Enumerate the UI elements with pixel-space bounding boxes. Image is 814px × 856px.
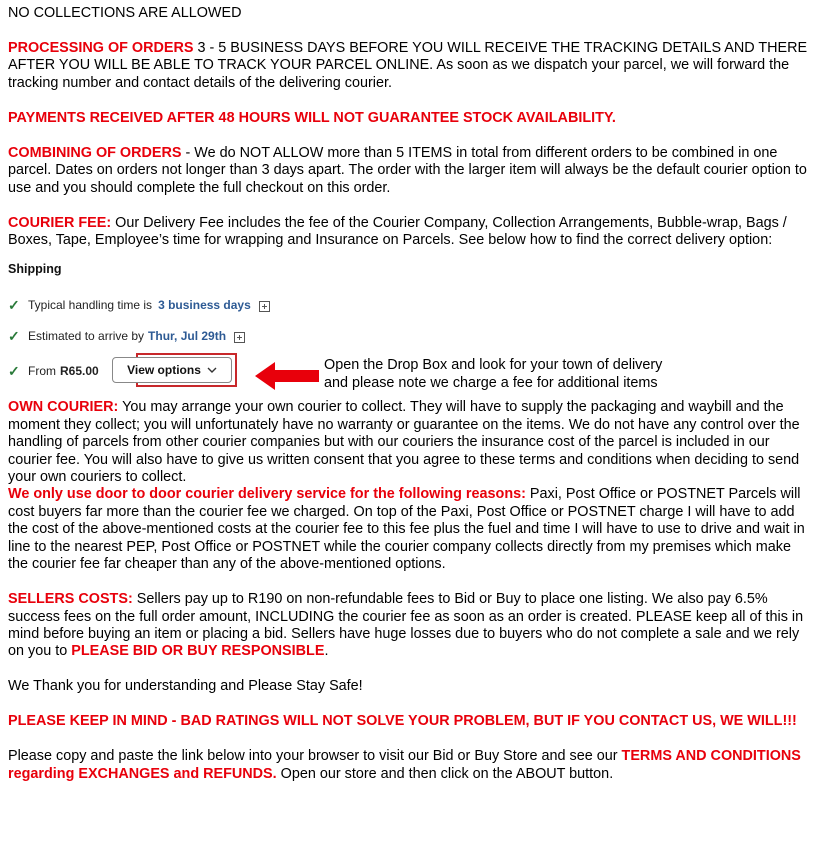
thanks-line: We Thank you for understanding and Please Stay Safe! [8,678,363,695]
check-icon: ✓ [8,328,20,345]
courier-fee-text: Our Delivery Fee includes the fee of the Courier Company, Collection Arrangements, Bubble-wrap, Bags / Boxes, Tape, Employee’s time for wrapping and Insurance on Parcels. See below how to find the correct delivery option: [8,214,787,249]
own-courier-paragraph: OWN COURIER: You may arrange your own courier to collect. They will have to supply the packaging and waybill and the moment they collect; you will unfortunately have no warranty or guarantee on the items. We do not have any control over the handling of parcels from other courier companies but with our couriers the insurance cost of the parcel is included in our courier fee. You will also have to give us written consent that you agree to these terms and conditions when deciding to send your own couriers to collect. [8,399,800,486]
payments-paragraph: PAYMENTS RECEIVED AFTER 48 HOURS WILL NOT GUARANTEE STOCK AVAILABILITY. [8,109,616,126]
shipping-title: Shipping [8,262,62,277]
sellers-paragraph: SELLERS COSTS: Sellers pay up to R190 on non-refundable fees to Bid or Buy to place one listing. We also pay 6.5% success fees on the full order amount, INCLUDING the courier fee as soon as an order is created. PLEASE keep all of this in mind before buying an item or placing a bid. Sellers have huge losses due to buyers who do not complete a sale and we rely on you to PLEASE BID OR BUY RESPONSIBLE. [8,591,804,660]
shipping-screenshot [8,261,808,389]
sellers-heading: SELLERS COSTS: [8,591,133,608]
expand-plus-icon[interactable] [234,332,245,343]
combining-text: - We do NOT ALLOW more than 5 ITEMS in total from different orders to be combined in one parcel. Dates on orders not longer than 3 days apart. The order with the larger item will always be the default courier option to use and you should complete the full checkout on this order. [8,144,807,196]
keep-in-mind-paragraph: PLEASE KEEP IN MIND - BAD RATINGS WILL NOT SOLVE YOUR PROBLEM, BUT IF YOU CONTACT US, WE WILL!!! [8,713,797,730]
drop-box-note: Open the Drop Box and look for your town of delivery and please note we charge a fee for additional items [324,357,663,391]
courier-fee-paragraph [8,215,808,250]
processing-text: 3 - 5 BUSINESS DAYS BEFORE YOU WILL RECEIVE THE TRACKING DETAILS AND THERE AFTER YOU WILL BE ABLE TO TRACK YOUR PARCEL ONLINE. As soon as we dispatch your parcel, we will forward the tracking number and contact details of the delivering courier. [8,40,808,91]
from-row: ✓ From R65.00 [8,363,99,380]
door-to-door-heading: We only use door to door courier delivery service for the following reasons: [8,486,526,503]
combining-heading: COMBINING OF ORDERS [8,144,182,161]
own-courier-heading: OWN COURIER: [8,399,119,416]
handling-row: ✓ Typical handling time is 3 business days [8,297,270,314]
document-page [8,5,808,783]
intro-line: NO COLLECTIONS ARE ALLOWED [8,5,242,21]
view-options-button[interactable]: View options [112,357,232,383]
red-arrow-icon [255,362,319,390]
processing-heading: PROCESSING OF ORDERS [8,40,194,56]
combining-paragraph [8,145,808,197]
final-paragraph: Please copy and paste the link below into your browser to visit our Bid or Buy Store and see our TERMS AND CONDITIONS regarding EXCHANGES and REFUNDS. Open our store and then click on the ABOUT button. [8,748,801,782]
check-icon: ✓ [8,297,20,314]
check-icon: ✓ [8,363,20,380]
arrive-row: ✓ Estimated to arrive by Thur, Jul 29th [8,328,245,345]
door-to-door-paragraph: We only use door to door courier delivery service for the following reasons: Paxi, Post Office or POSTNET Parcels will cost buyers far more than the courier fee we charged. On top of the Paxi, Post Office or POSTNET charge I will have to add the cost of the above-mentioned costs at the courier fee to this fee plus the fuel and time I will have to use to drive and wait in line to the nearest PEP, Post Office or POSTNET while the courier company collects directly from my premises which make the courier fee far cheaper than any of the above-mentioned options. [8,486,805,573]
chevron-down-icon [207,367,217,374]
courier-fee-heading: COURIER FEE: [8,214,112,231]
expand-plus-icon[interactable] [259,301,270,312]
processing-paragraph [8,40,808,92]
